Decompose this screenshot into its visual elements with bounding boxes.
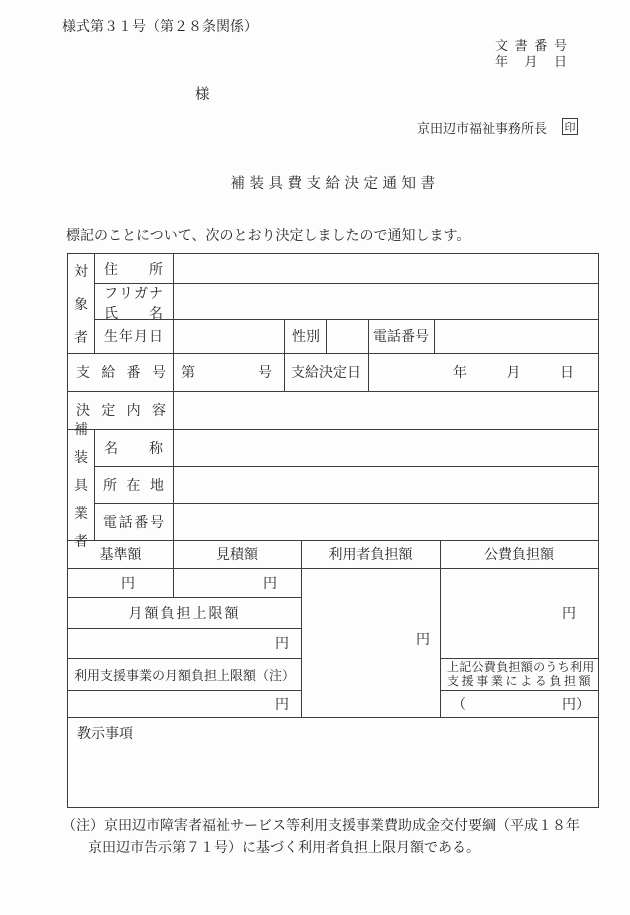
monthly-cap-label: 月額負担上限額 <box>68 597 302 629</box>
document-date-units: 年 月 日 <box>495 53 567 69</box>
decision-table <box>67 253 599 808</box>
addressee-suffix: 様 <box>195 87 210 103</box>
birthdate-label: 生 年 月 日 <box>94 319 174 354</box>
subject-phone-value-cell <box>434 319 598 354</box>
footnote <box>62 816 582 859</box>
vendor-location-label: 所 在 地 <box>94 466 174 504</box>
name-label: 氏 名 <box>104 307 163 322</box>
gender-label: 性 別 <box>284 319 327 354</box>
standard-amount-cell: 円 <box>68 568 174 598</box>
seal-box: 印 <box>562 118 578 135</box>
estimate-amount-header: 見積額 <box>173 540 302 569</box>
grant-number-label: 支 給 番 号 <box>68 353 174 392</box>
form-number: 様式第３１号（第２８条関係） <box>62 20 258 35</box>
public-burden-cell: 円 <box>440 568 598 659</box>
standard-amount-header: 基準額 <box>68 540 174 569</box>
monthly-cap-amount-cell: 円 <box>68 628 302 659</box>
public-breakdown-amount-cell <box>440 690 598 718</box>
grant-number-suffix: 号 <box>258 366 272 381</box>
issuer-title: 京田辺市福祉事務所長 <box>417 121 548 136</box>
gender-value-cell <box>326 319 369 354</box>
estimate-amount-cell: 円 <box>173 568 302 598</box>
user-burden-cell: 円 <box>301 568 441 718</box>
grant-number-value-cell <box>173 353 285 392</box>
support-cap-label: 利用支援事業の月額負担上限額（注） <box>68 658 302 691</box>
paren-open: （ <box>452 697 466 713</box>
address-label: 住 所 <box>94 254 174 284</box>
decision-content-label: 決 定 内 容 <box>68 391 174 430</box>
public-breakdown-line1: 上記公費負担額のうち利用 <box>447 660 595 674</box>
vendor-name-label: 名 称 <box>94 429 174 467</box>
address-value-cell <box>173 254 598 284</box>
grant-number-prefix: 第 <box>181 366 195 381</box>
document-number-label: 文 書 番 号 <box>495 37 567 53</box>
vendor-group-label: 補 装 具 業 者 <box>68 429 95 541</box>
name-value-cell <box>173 283 598 320</box>
decision-content-value-cell <box>173 391 598 430</box>
public-burden-header: 公費負担額 <box>440 540 598 569</box>
vendor-phone-label: 電 話 番 号 <box>94 503 174 541</box>
vendor-name-value-cell <box>173 429 598 467</box>
vendor-phone-value-cell <box>173 503 598 541</box>
public-breakdown-header <box>440 658 598 691</box>
decision-date-value-cell: 年 月 日 <box>368 353 598 392</box>
intro-sentence: 標記のことについて、次のとおり決定しましたので通知します。 <box>66 229 471 244</box>
decision-date-label: 支給決定日 <box>284 353 369 392</box>
vendor-location-value-cell <box>173 466 598 504</box>
instructions-label: 教示事項 <box>77 727 133 742</box>
support-cap-amount-cell: 円 <box>68 690 302 718</box>
paren-yen-close: 円） <box>562 697 590 713</box>
furigana-label: フ リ ガ ナ <box>104 287 163 302</box>
footnote-line2: 京田辺市告示第７１号）に基づく利用者負担上限月額である。 <box>88 840 480 856</box>
footnote-line1: （注）京田辺市障害者福祉サービス等利用支援事業費助成金交付要綱（平成１８年 <box>62 819 580 834</box>
page-title: 補装具費支給決定通知書 <box>230 176 440 192</box>
document-number-block <box>495 38 567 69</box>
subject-phone-label: 電話番号 <box>368 319 435 354</box>
public-breakdown-line2: 支 援 事 業 に よ る 負 担 額 <box>447 674 591 688</box>
birthdate-value-cell <box>173 319 285 354</box>
subject-group-label: 対 象 者 <box>68 254 95 354</box>
user-burden-header: 利用者負担額 <box>301 540 441 569</box>
